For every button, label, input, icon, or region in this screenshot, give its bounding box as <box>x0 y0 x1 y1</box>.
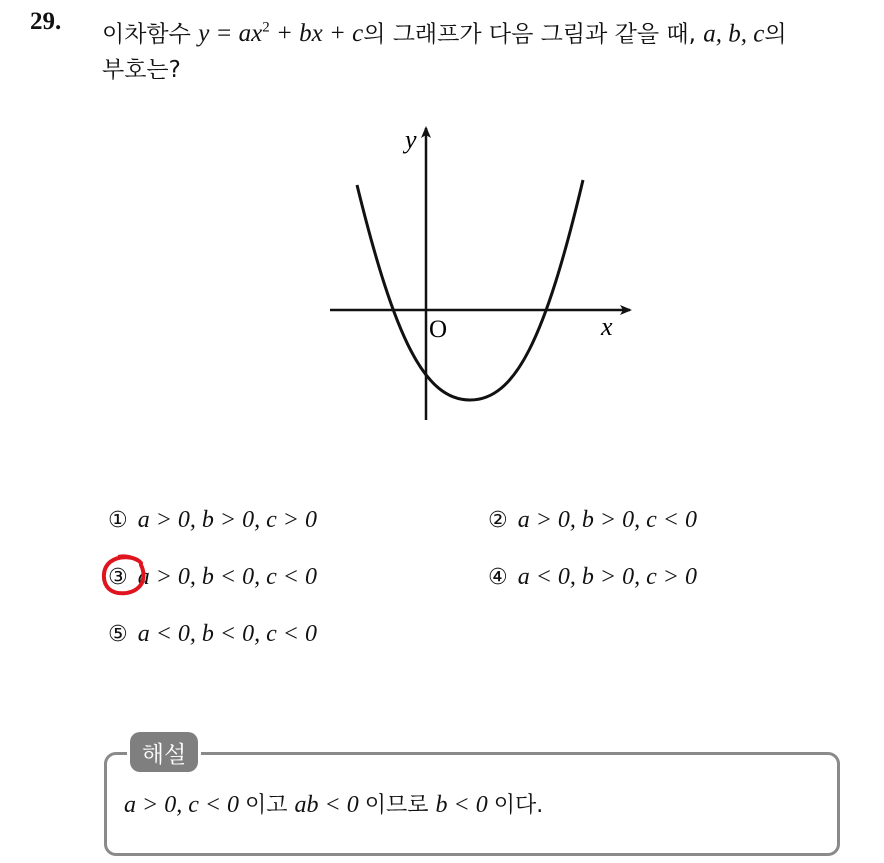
equation-main: y = ax <box>198 20 263 48</box>
choice-expression: a > 0, b < 0, c < 0 <box>137 564 317 590</box>
problem-text-line2: 부호는? <box>102 57 181 84</box>
origin-label: O <box>429 316 448 343</box>
choice-2[interactable] <box>488 507 697 534</box>
problem-number: 29. <box>30 8 62 35</box>
problem-text-prefix: 이차함수 <box>102 21 199 48</box>
choice-1[interactable] <box>108 507 317 534</box>
problem-text <box>102 10 872 88</box>
solution-word1: 이고 <box>245 793 295 818</box>
choice-expression: a > 0, b > 0, c < 0 <box>517 507 697 533</box>
problem-text-end: 의 <box>764 21 787 48</box>
problem-vars: a, b, c <box>703 20 765 48</box>
answer-circle-mark <box>101 553 149 597</box>
choice-number: ③ <box>108 565 128 590</box>
choice-number: ④ <box>488 565 508 590</box>
problem-text-suffix: 의 그래프가 다음 그림과 같을 때, <box>363 21 704 48</box>
x-axis-label: x <box>601 312 613 341</box>
choice-5[interactable] <box>108 621 317 648</box>
choice-expression: a > 0, b > 0, c > 0 <box>137 507 317 533</box>
parabola-graph <box>325 120 645 430</box>
solution-text <box>124 788 543 819</box>
answer-choices <box>108 502 848 662</box>
equation-rest: + bx + c <box>269 20 364 48</box>
solution-part1: a > 0, c < 0 <box>124 792 240 818</box>
choice-number: ⑤ <box>108 622 128 647</box>
choice-number: ① <box>108 508 128 533</box>
solution-tag: 해설 <box>130 732 198 772</box>
choice-expression: a < 0, b > 0, c > 0 <box>517 564 697 590</box>
choice-number: ② <box>488 508 508 533</box>
solution-word3: 이다. <box>493 793 544 818</box>
solution-part2: ab < 0 <box>294 792 359 818</box>
solution-part3: b < 0 <box>435 792 488 818</box>
solution-word2: 이므로 <box>364 793 436 818</box>
equation-exponent: 2 <box>262 20 270 36</box>
choice-expression: a < 0, b < 0, c < 0 <box>137 621 317 647</box>
equation <box>198 20 363 47</box>
y-axis-label: y <box>405 125 417 154</box>
choice-4[interactable] <box>488 564 697 591</box>
parabola-curve <box>357 180 583 400</box>
